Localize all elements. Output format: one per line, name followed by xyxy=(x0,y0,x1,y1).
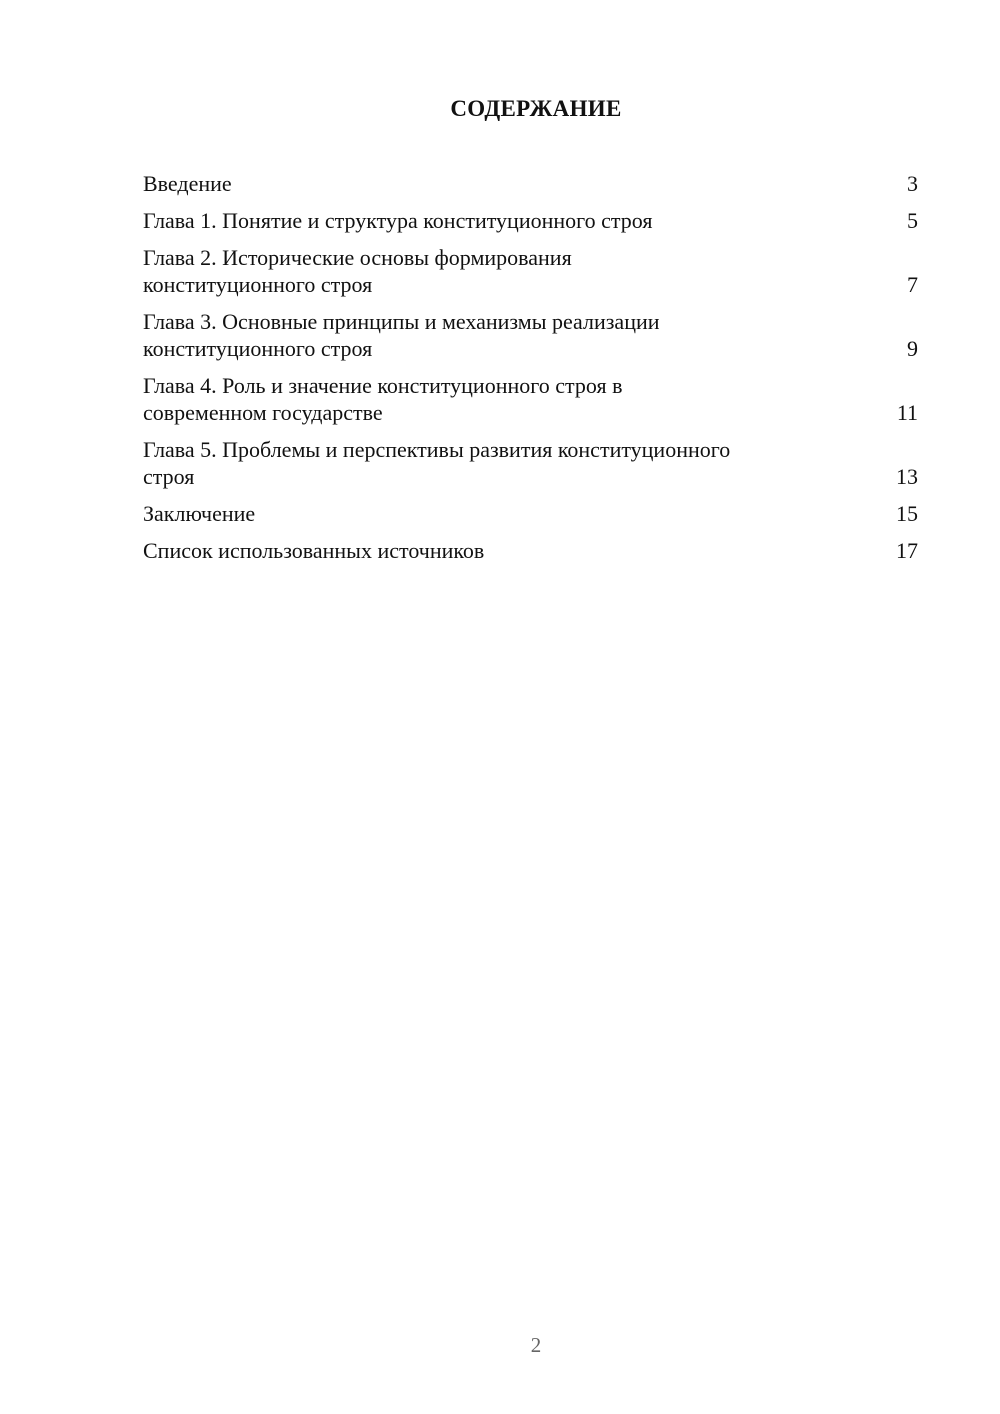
toc-entry-line: современном государстве xyxy=(143,400,383,425)
toc-entry-line: Глава 3. Основные принципы и механизмы реализации xyxy=(143,309,660,334)
toc-entry-text xyxy=(143,207,918,234)
toc-entry-line: строя xyxy=(143,464,195,489)
toc-entry-text xyxy=(143,308,918,362)
toc-entry-chapter-3 xyxy=(143,308,918,362)
toc-entry-references xyxy=(143,537,918,564)
table-of-contents xyxy=(143,170,918,574)
toc-entry-page: 7 xyxy=(907,272,918,297)
page-title: СОДЕРЖАНИЕ xyxy=(450,96,622,121)
toc-entry-chapter-4 xyxy=(143,372,918,426)
toc-entry-text xyxy=(143,436,918,490)
toc-entry-text xyxy=(143,170,918,197)
toc-entry-text xyxy=(143,372,918,426)
toc-entry-line: Глава 4. Роль и значение конституционного строя в xyxy=(143,373,623,398)
toc-entry-line: Введение xyxy=(143,171,232,196)
toc-entry-text xyxy=(143,244,918,298)
toc-entry-chapter-2 xyxy=(143,244,918,298)
toc-entry-page: 5 xyxy=(907,208,918,233)
toc-entry-chapter-5 xyxy=(143,436,918,490)
toc-entry-line: Глава 1. Понятие и структура конституционного строя xyxy=(143,208,653,233)
toc-entry-page: 15 xyxy=(896,501,918,526)
toc-entry-line: конституционного строя xyxy=(143,336,373,361)
toc-entry-line: Заключение xyxy=(143,501,256,526)
toc-entry-text xyxy=(143,537,918,564)
toc-entry-introduction xyxy=(143,170,918,197)
toc-entry-conclusion xyxy=(143,500,918,527)
page-number: 2 xyxy=(530,1333,542,1357)
toc-entry-page: 3 xyxy=(907,171,918,196)
toc-entry-chapter-1 xyxy=(143,207,918,234)
toc-entry-page: 17 xyxy=(896,538,918,563)
toc-entry-text xyxy=(143,500,918,527)
toc-entry-page: 11 xyxy=(896,400,918,425)
toc-entry-line: конституционного строя xyxy=(143,272,373,297)
toc-entry-line: Глава 2. Исторические основы формирования xyxy=(143,245,572,270)
toc-entry-page: 9 xyxy=(907,336,918,361)
toc-entry-line: Список использованных источников xyxy=(143,538,485,563)
toc-entry-page: 13 xyxy=(896,464,918,489)
toc-entry-line: Глава 5. Проблемы и перспективы развития конституционного xyxy=(143,437,731,462)
